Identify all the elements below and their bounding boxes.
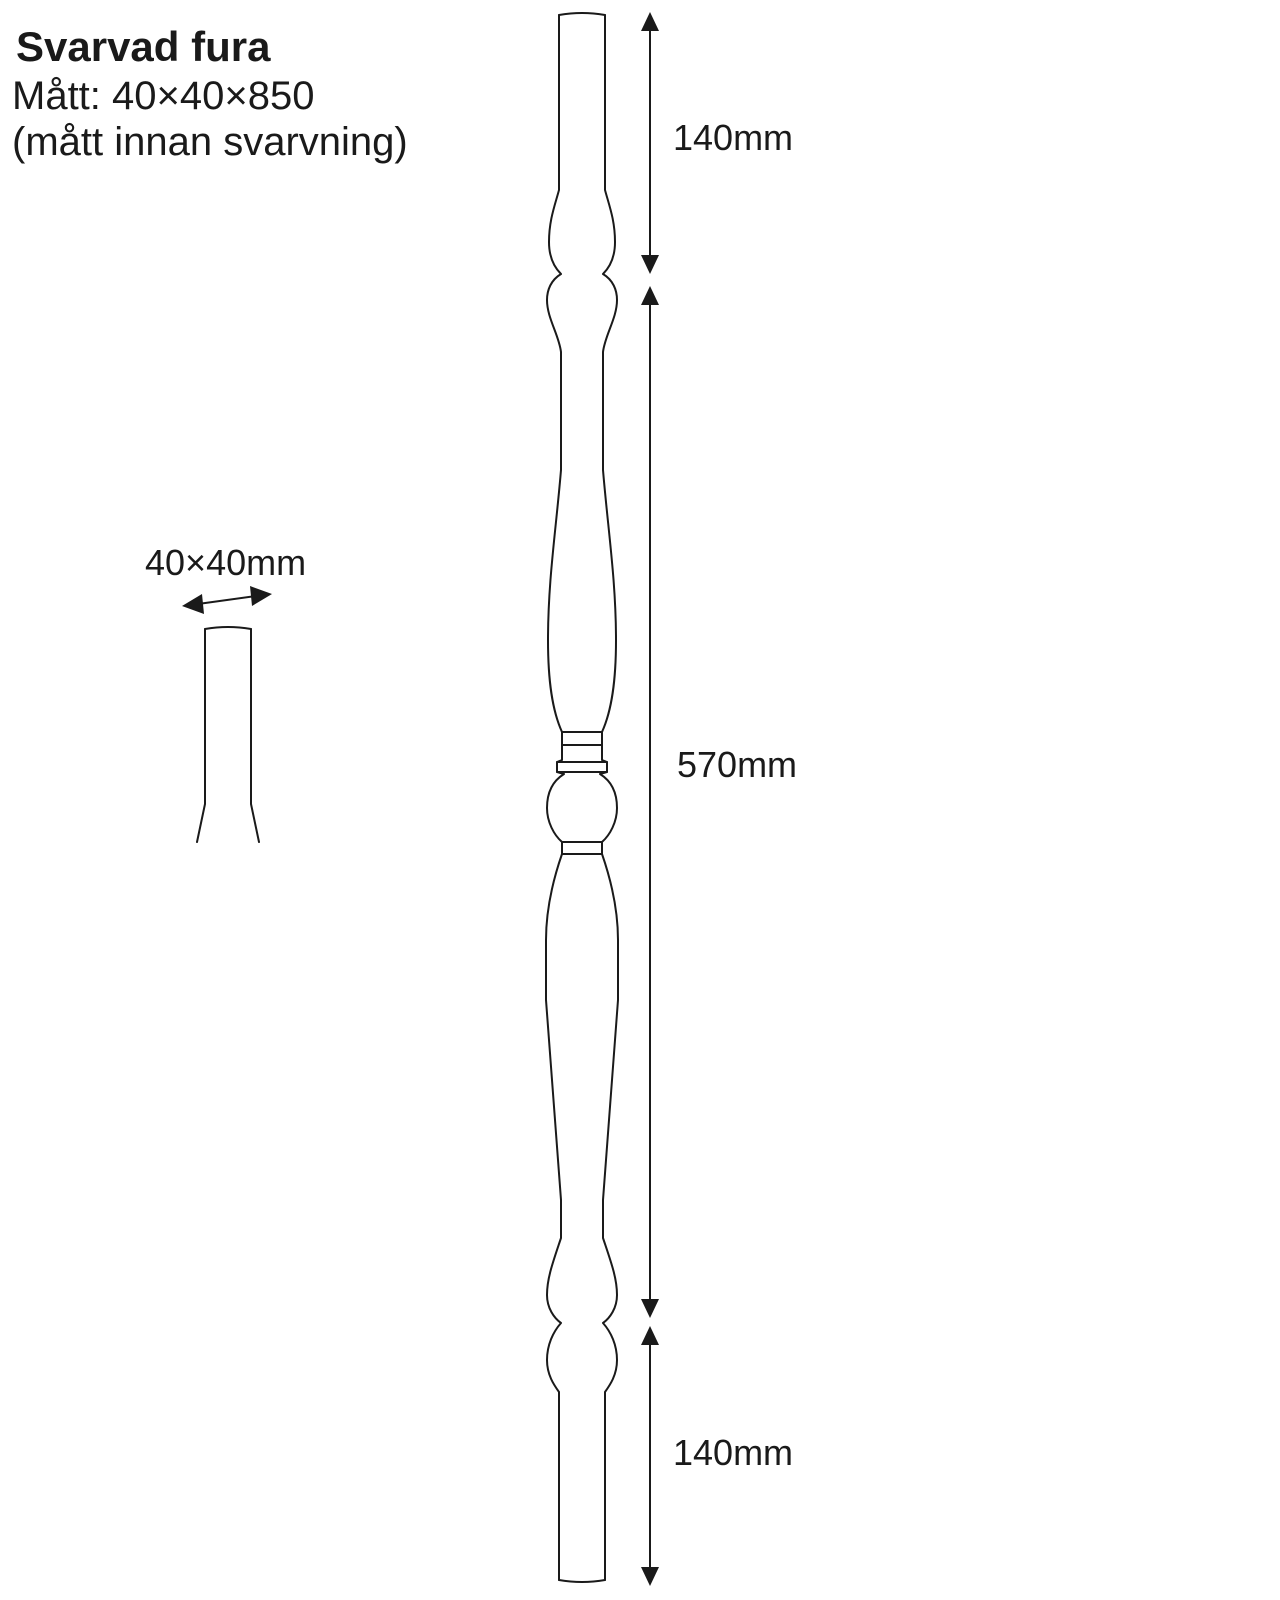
- arrow-down-icon: [641, 255, 659, 274]
- arrow-left-icon: [182, 594, 204, 614]
- dimension-label-middle: 570mm: [677, 744, 798, 785]
- dimension-bottom: [641, 1326, 659, 1586]
- baluster-left-profile: [546, 15, 564, 1580]
- cross-section-detail: [182, 586, 272, 842]
- baluster-bottom-cap: [559, 1580, 605, 1582]
- baluster-right-profile: [600, 15, 618, 1580]
- baluster-top-cap: [559, 13, 605, 15]
- cross-section-right-edge: [251, 629, 259, 842]
- arrow-up-icon: [641, 286, 659, 305]
- dimension-label-top: 140mm: [673, 117, 794, 158]
- cross-section-cap: [205, 627, 251, 629]
- note-line: (mått innan svarvning): [12, 120, 408, 164]
- arrow-down-icon: [641, 1567, 659, 1586]
- arrow-right-icon: [250, 586, 272, 606]
- baluster-outline: [546, 13, 618, 1582]
- product-name: Svarvad fura: [16, 23, 271, 70]
- dimension-top: [641, 12, 659, 274]
- arrow-up-icon: [641, 1326, 659, 1345]
- dimension-label-cross-section: 40×40mm: [145, 542, 307, 583]
- dimension-label-bottom: 140mm: [673, 1432, 794, 1473]
- dimensions-line: Mått: 40×40×850: [12, 74, 315, 118]
- arrow-down-icon: [641, 1299, 659, 1318]
- arrow-up-icon: [641, 12, 659, 31]
- cross-section-left-edge: [197, 629, 205, 842]
- dimension-middle: [641, 286, 659, 1318]
